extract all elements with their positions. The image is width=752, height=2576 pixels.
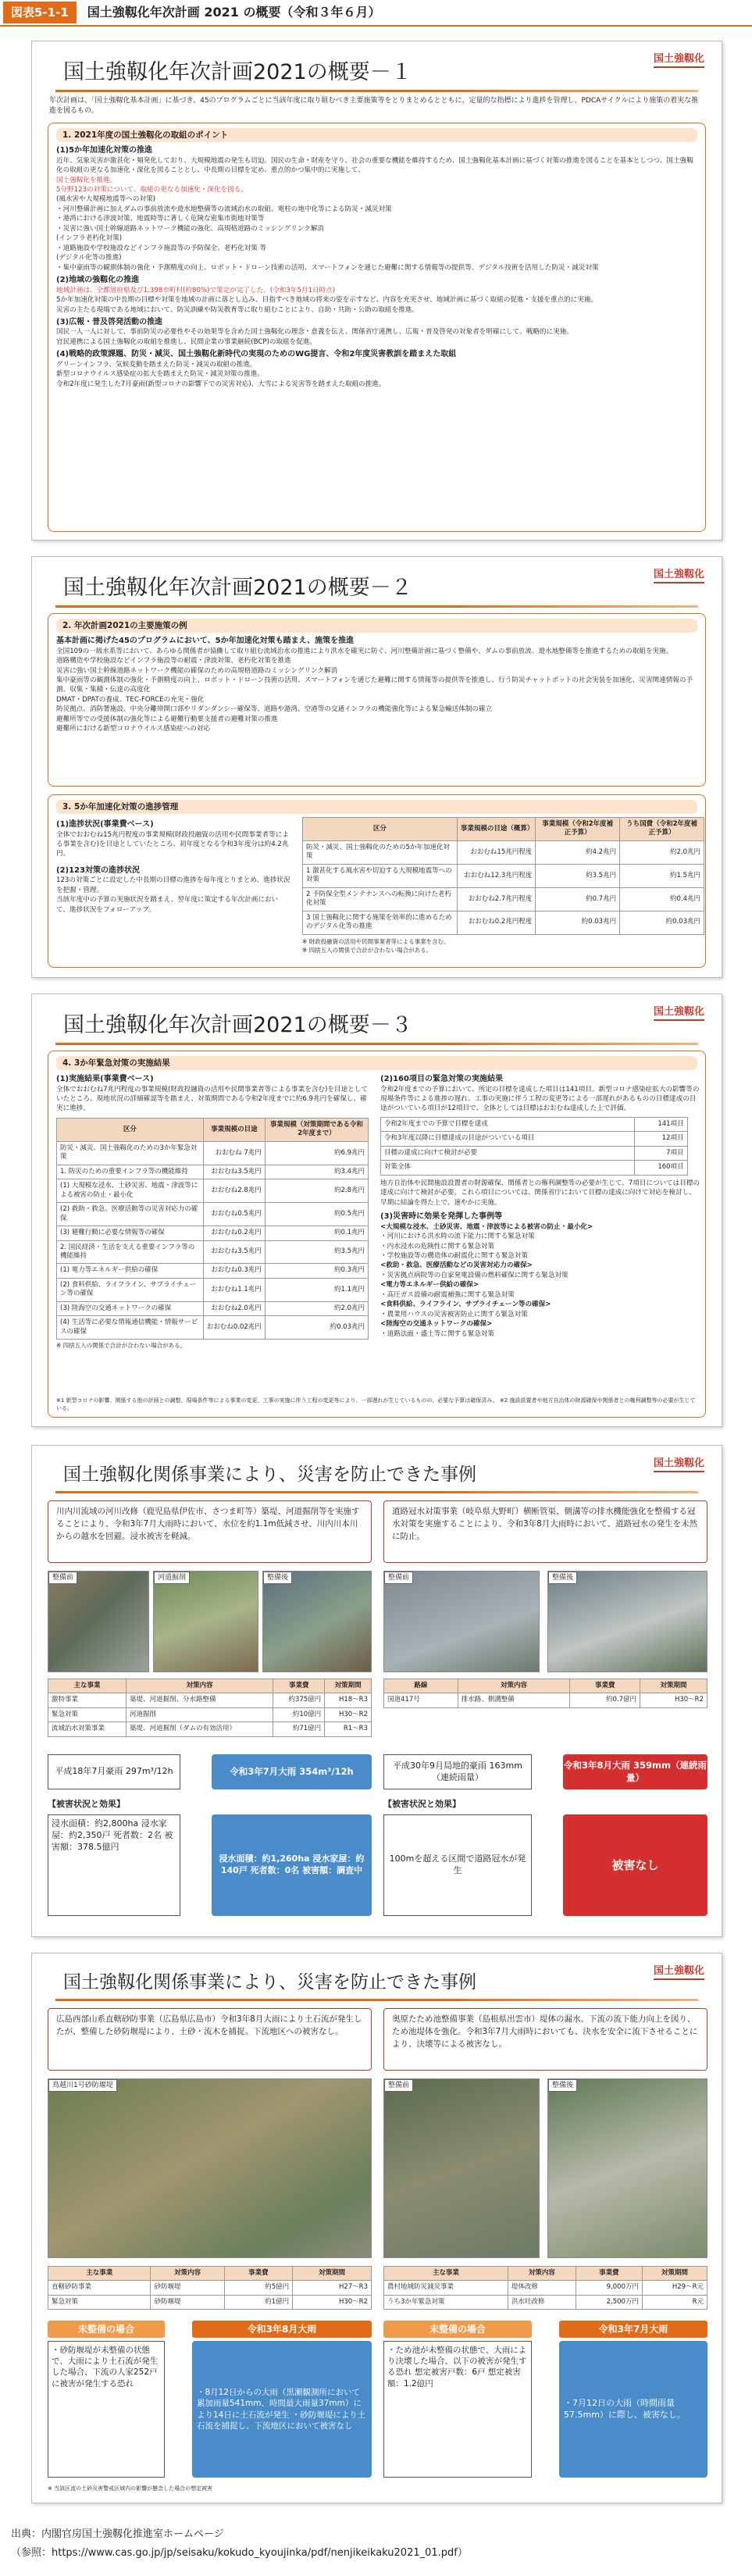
hiroshima-built-text: ・8月12日からの大雨（黒瀬観測所において累加雨量541mm、時間最大雨量37mm）により14日に土石流が発生 ・砂防堰堤により土石流を捕捉し、下流地区において被害なし: [192, 2341, 372, 2478]
hiroshima-note: ※ 当該区流の土砂災害警戒区域内の影響が懸念した場合の想定被害: [48, 2485, 213, 2492]
case-hiroshima-banner: 広島西部山系直轄砂防事業（広島県広島市）令和3年8月大雨により土石流が発生したが、整備した砂防堰堤により、土砂・流木を捕捉。下流地区への被害なし。: [48, 2008, 372, 2071]
case-ono-banner: 道路冠水対策事業（岐阜県大野町）横断管渠、側溝等の排水機能強化を整備する冠水対策を実施することにより、令和3年8月大雨時において、道路冠水の発生を未然に防止。: [383, 1500, 707, 1563]
accel-line: (風水害や大規模地震等への対策): [56, 195, 156, 204]
table-cell: H30～R2: [293, 2295, 372, 2309]
table-cell: R1～R3: [325, 1722, 372, 1736]
measure-line: 全国109の一級水系等において、あらゆる関係者が協働して取り組む流域治水の推進により洪水を確実に防ぐ、河川整備計画に基づく整備や、ダムの事前放流、遊水地整備等を推進するための取組を実施。: [56, 647, 673, 655]
table-cell: (3) 避難行動に必要な情報等の確保: [57, 1226, 204, 1240]
table-cell: 1 激甚化する風水害や切迫する大規模地震等への対策: [303, 864, 458, 887]
table-header: 主な事業: [48, 1679, 127, 1693]
measure-line: DMAT・DPATの養成、TEC-FORCEの充実・強化: [56, 695, 205, 704]
accel-line: ・河川整備計画に加えダムの事前放流や遊水地整備等の流域治水の取組、電柱の地中化等による防災・減災対策: [56, 205, 392, 213]
table-cell: 約1.5兆円: [620, 864, 704, 887]
bottom-note: ※1 新型コロナの影響、関係する他の計画との調整、現場条件等による事業の変更、工事の実施に伴う工程の変更等により、一部遅れが生じているものの、必要な予算は確保済み。 ※2 施設設置者や地方自治体の財源確保や関係者との権利調整等の必要が生じている。: [56, 1397, 696, 1411]
table-cell: 約3.5兆円: [536, 864, 620, 887]
table-cell: おおむね0.3兆円: [203, 1264, 265, 1278]
accel-line: ・道路施設や学校施設などインフラ施設等の予防保全、老朽化対策 等: [56, 244, 267, 252]
measures-box-head: 2. 年次計画2021の主要施策の例: [56, 619, 697, 633]
table-header: 事業費: [273, 1679, 325, 1693]
table-cell: 9,000万円: [576, 2281, 642, 2295]
effect-line: ・農業用ハウスの災害被害防止に関する緊急対策: [380, 1310, 528, 1318]
table-row: [57, 1165, 369, 1179]
kokudo-badge: 国土強靱化: [654, 1457, 704, 1472]
hiroshima-unbuilt-head: 未整備の場合: [48, 2321, 165, 2338]
sendai-rain-before: 平成18年7月豪雨 297m³/12h: [48, 1754, 180, 1789]
table-cell: 緊急対策: [48, 1707, 127, 1721]
table-cell: 160項目: [634, 1161, 687, 1175]
source-url[interactable]: （参照：https://www.cas.go.jp/jp/seisaku/kokudo_kyoujinka/pdf/nenjikeikaku2021_01.pdf）: [11, 2547, 468, 2559]
emergency-table-header: 事業規模の目途: [203, 1118, 265, 1141]
table-note: ※ 四捨五入の関係で合計が合わない場合がある。: [56, 1342, 187, 1350]
items-mini-table: [380, 1117, 688, 1176]
effect-line: ・災害拠点病院等の自家発電設備の燃料確保に関する緊急対策: [380, 1271, 568, 1279]
figure-header: [0, 0, 752, 27]
effect-line: ・高圧ガス設備の耐震補強に関する緊急対策: [380, 1290, 515, 1299]
accel-line: ・災害に強い国土幹線道路ネットワーク機能の強化、高規格道路のミッシングリンク解消: [56, 224, 325, 233]
table-cell: H30～R2: [640, 1693, 707, 1707]
table-cell: 約0.1兆円: [265, 1226, 368, 1240]
table-cell: 約4.2兆円: [536, 840, 620, 864]
ono-effect-before: 100mを超える区間で道路冠水が発生: [383, 1814, 532, 1916]
table-row: [57, 1278, 369, 1301]
photo-after: 整備後: [262, 1571, 372, 1672]
table-cell: 築堤、河道掘削、分水路整備: [127, 1693, 273, 1707]
table-cell: おおむね12.3兆円程度: [457, 864, 535, 887]
table-row: [303, 887, 704, 911]
okuhara-built-text: ・7月12日の大雨（時間雨量57.5mm）に際し、被害なし。: [559, 2341, 707, 2478]
table-cell: 7項目: [634, 1146, 687, 1160]
okuhara-unbuilt-text: ・ため池が未整備の状態で、大雨により決壊した場合、以下の被害が発生する恐れ 想定被害戸数：6戸 想定被害額：1.2億円: [383, 2341, 532, 2478]
table-cell: おおむね0.02兆円: [203, 1316, 265, 1340]
table-cell: 約2.8兆円: [265, 1179, 368, 1203]
slide-title: 国土強靱化年次計画2021の概要－１: [63, 60, 412, 84]
table-row: [48, 2281, 372, 2295]
measures-lead: 基本計画に掲げた45のプログラムにおいて、5か年加速化対策も踏まえ、施策を推進: [56, 637, 355, 646]
measure-line: 避難所等での受援体制の強化等による避難行動要支援者の避難対策の推進: [56, 715, 278, 723]
items-result-head: (2)160項目の緊急対策の実施結果: [380, 1075, 503, 1083]
table-cell: (2) 食料供給、ライフライン、サプライチェーン等の確保: [57, 1278, 204, 1301]
sec-strategic: (4)戦略的政策課題、防災・減災、国土強靱化新時代の実現のためのWG提言、令和2年度災害教訓を踏まえた取組: [56, 350, 457, 359]
regional-line: 5か年加速化対策の中長期の目標や対策を地域の計画に落とし込み、目指すべき地域の将来の姿を示すなど、内容を充実させ、地域計画に基づく取組の促進・支援を重点的に実施。: [56, 296, 598, 305]
table-note: ※ 財政投融資の活用や民間事業者等による事業を含む。: [302, 937, 450, 945]
table-cell: おおむね2.7兆円程度: [457, 887, 535, 911]
table-header: 事業費: [224, 2267, 292, 2281]
table-cell: 約10億円: [273, 1707, 325, 1721]
hiroshima-unbuilt-text: ・砂防堰堤が未整備の状態で、大雨により土石流が発生した場合、下流の人家252戸に被害が発生する恐れ: [48, 2341, 165, 2478]
table-cell: おおむね1.1兆円: [203, 1278, 265, 1301]
table-cell: 流域治水対策事業: [48, 1722, 127, 1736]
measure-line: 災害に強い国土幹線道路ネットワーク機能の確保のための高規格道路のミッシングリンク解消: [56, 666, 338, 675]
table-cell: 約2.0兆円: [620, 840, 704, 864]
accel-line: (デジタル化等の推進): [56, 254, 122, 262]
table-cell: 対策全体: [381, 1161, 635, 1175]
items-result-line: 地方自治体や民間施設設置者の財源確保、関係者との権利調整等の必要が生じて、7項目については目標の達成に向けて検討が必要。これら項目については、関係省庁において目標の達成に向けて対応を検討し、早期に結論を得た上で、速やかに実施。: [380, 1179, 700, 1207]
table-cell: おおむね0.2兆円程度: [457, 911, 535, 934]
sendai-rain-after: 令和3年7月大雨 354m³/12h: [212, 1754, 372, 1789]
table-header: 対策期間: [642, 2267, 707, 2281]
effect-line: <食料供給、ライフライン、サプライチェーン等の確保>: [380, 1300, 551, 1309]
kokudo-badge: 国土強靱化: [654, 1964, 704, 1980]
table-cell: 1. 防災のための重要インフラ等の機能維持: [57, 1165, 204, 1179]
table-cell: H18～R3: [325, 1693, 372, 1707]
table-header: 事業費: [570, 1679, 640, 1693]
table-cell: H30～R2: [325, 1707, 372, 1721]
okuhara-built-head: 令和3年7月大雨: [559, 2321, 707, 2338]
okuhara-project-table: [383, 2266, 707, 2310]
photo-before: 整備前: [48, 1571, 149, 1672]
table-header: 対策内容: [458, 1679, 570, 1693]
strategic-line: グリーンインフラ、気候変動を踏まえた防災・減災の取組の推進。: [56, 360, 257, 369]
slide-title: 国土強靱化関係事業により、災害を防止できた事例: [63, 1972, 476, 1993]
table-cell: 砂防堰堤: [151, 2281, 224, 2295]
table-row: [57, 1301, 369, 1315]
table-cell: 洪水吐改修: [508, 2295, 576, 2309]
strategic-line: 新型コロナウイルス感染症の拡大を踏まえた防災・減災対策の推進。: [56, 370, 264, 379]
table-header: 対策内容: [127, 1679, 273, 1693]
table-row: [57, 1141, 369, 1165]
table-cell: おおむね2.0兆円: [203, 1301, 265, 1315]
table-header: 路線: [384, 1679, 458, 1693]
table-cell: 約0.3兆円: [265, 1264, 368, 1278]
table-cell: 約0.7兆円: [536, 887, 620, 911]
table-cell: 約3.5兆円: [265, 1240, 368, 1264]
effect-line: ・道路法面・盛土等に関する緊急対策: [380, 1329, 495, 1338]
hiroshima-built-head: 令和3年8月大雨: [192, 2321, 372, 2338]
measures-box: [48, 613, 706, 787]
table-header: 対策期間: [293, 2267, 372, 2281]
sendai-effect-after: 浸水面積：約1,260ha 浸水家屋：約140戸 死者数：0名 被害額：調査中: [212, 1814, 372, 1916]
table-cell: 2 予防保全型メンテナンスへの転換に向けた老朽化対策: [303, 887, 458, 911]
table-cell: 堤体改修: [508, 2281, 576, 2295]
table-cell: 2,500万円: [576, 2295, 642, 2309]
table-cell: 約0.4兆円: [620, 887, 704, 911]
slide-title: 国土強靱化関係事業により、災害を防止できた事例: [63, 1465, 476, 1485]
accel-line: ・集中豪雨等の観測体制の強化・予測精度の向上、ロボット・ドローン技術の活用、スマートフォンを通じた避難に関する情報等の提供等、デジタル技術を活用した防災・減災対策: [56, 263, 599, 272]
table-cell: 12項目: [634, 1132, 687, 1146]
budget-table: [302, 817, 704, 935]
ono-rain-before: 平成30年9月局地的豪雨 163mm（連続雨量）: [383, 1754, 532, 1789]
measure-line: 道路構造や学校施設などインフラ施設等の耐震・津波対策、老朽化対策を推進: [56, 657, 291, 665]
emergency-box: [48, 1051, 706, 1418]
table-cell: (3) 陸海空の交通ネットワークの確保: [57, 1301, 204, 1315]
budget-table-header: 区分: [303, 818, 458, 841]
table-header: 対策内容: [151, 2267, 224, 2281]
progress-budget-head: (1)進捗状況(事業費ベース): [56, 820, 154, 829]
table-header: 対策内容: [508, 2267, 576, 2281]
table-row: [48, 2295, 372, 2309]
table-cell: おおむね3.5兆円: [203, 1165, 265, 1179]
table-cell: 約0.03兆円: [620, 911, 704, 934]
measure-line: 防災拠点、消防署施設、中央分離帯開口部やリダンダンシー確保等、道路や港湾、空港等の交通インフラの機能強化等による緊急輸送体制の確立: [56, 705, 493, 714]
table-cell: H29～R元: [642, 2281, 707, 2295]
slide-overview-3: [31, 994, 722, 1427]
table-row: [48, 1693, 372, 1707]
table-cell: おおむね 7兆円: [203, 1141, 265, 1165]
table-cell: 約5億円: [224, 2281, 292, 2295]
table-cell: 約375億円: [273, 1693, 325, 1707]
regional-line: 地域計画は、全都道府県及び1,398市町村(約80%)で策定が完了した。(令和3年5月1日時点): [56, 286, 336, 294]
accel-line: 近年、気象災害が激甚化・頻発化しており、大規模地震の発生も切迫。国民の生命・財産を守り、社会の重要な機能を維持するため、国土強靱化基本計画に基づく対策の推進を図ることを基本としつつ、国土強靱化の取組の更なる加速化・深化を図ることとし、中長期の目標を定め、重点的かつ集中的に実施して、: [56, 156, 693, 175]
table-header: 主な事業: [384, 2267, 508, 2281]
pr-line: 官民連携による国土強靱化の取組を推進し、民間企業の事業継続(BCP)の取組を促進。: [56, 337, 317, 346]
pr-line: 国民一人一人に対して、事前防災の必要性やその効果等を含めた国土強靱化の理念・意義を伝え、関係省庁連携し、広報・普及啓発の対象者を明確にして、戦略的に実施。: [56, 328, 573, 337]
table-row: [381, 1132, 688, 1146]
kokudo-badge: 国土強靱化: [654, 1005, 704, 1021]
measure-line: 集中豪雨等の観測体制の強化・予測精度の向上、ロボット・ドローン技術の活用、スマートフォンを通じた避難に関する情報等の提供等を推進し、行う防災チャットボットの社会実装を加速化、災害関連情報の予測、収集・集積・伝達の高度化: [56, 676, 693, 694]
table-cell: (2) 救助・救急、医療活動等の災害対応力の確保: [57, 1203, 204, 1226]
table-cell: 防災・減災、国土強靱化のための5か年加速化対策: [303, 840, 458, 864]
table-row: [381, 1117, 688, 1131]
title-rule: [55, 1043, 698, 1045]
table-cell: おおむね0.2兆円: [203, 1226, 265, 1240]
progress-box-head: 3. 5か年加速化対策の進捗管理: [56, 800, 697, 814]
ono-project-table: [383, 1679, 707, 1708]
slide-intro: 年次計画は、「国土強靱化基本計画」に基づき、45のプログラムごとに当該年度に取り組むべき主要施策等をとりまとめるとともに、定量的な指標により進捗を管理し、PDCAサイクルにより施策の着実な推進を図るもの。: [49, 97, 699, 116]
sendai-effect-before: 浸水面積：約2,800ha 浸水家屋：約2,350戸 死者数：2名 被害額：378.5億円: [48, 1814, 180, 1916]
table-header: 主な事業: [48, 2267, 151, 2281]
table-row: [57, 1240, 369, 1264]
table-cell: 約1.1兆円: [265, 1278, 368, 1301]
accel-line: 国土強靱化を推進。: [56, 176, 117, 184]
table-cell: 約0.03兆円: [265, 1316, 368, 1340]
points-box: [48, 123, 706, 532]
strategic-line: 令和2年度に発生した7月豪雨(新型コロナの影響下での災害対応)、大雪による災害等を踏まえた取組の推進。: [56, 380, 386, 388]
progress-123-line: 当該年度中の予算の実施状況を踏まえ、翌年度に策定する年次計画において、進捗状況をフォローアップ。: [56, 896, 279, 914]
title-rule: [55, 605, 698, 608]
effect-line: <陸海空の交通ネットワークの確保>: [380, 1320, 493, 1329]
effect-cases-head: (3)災害時に効果を発揮した事例等: [380, 1212, 503, 1222]
slide-overview-2: [31, 556, 722, 978]
table-row: [48, 1707, 372, 1721]
table-cell: 目標の達成に向けて検討が必要: [381, 1146, 635, 1160]
table-cell: 令和2年度までの予算で目標を達成: [381, 1117, 635, 1131]
table-cell: おおむね2.8兆円: [203, 1179, 265, 1203]
emergency-result-head: (1)実施結果(事業費ベース): [56, 1075, 154, 1083]
accel-line: 5分野123の対策について、取組の更なる加速化・深化を図る。: [56, 186, 248, 194]
table-cell: 約6.9兆円: [265, 1141, 368, 1165]
progress-budget-line: 全体でおおむね15兆円程度の事業規模(財政投融資の活用や民間事業者等による事業を含む)を目途としていたところ、初年度となる令和3年度分は約4.2兆円。: [56, 830, 289, 858]
budget-table-header: うち国費（令和2年度補正予算）: [620, 818, 704, 841]
table-cell: 河道掘削: [127, 1707, 273, 1721]
ono-effect-after: 被害なし: [563, 1814, 707, 1916]
table-cell: (1) 電力等エネルギー供給の確保: [57, 1264, 204, 1278]
table-cell: 築堤、河道掘削（ダムの有効活用）: [127, 1722, 273, 1736]
effect-line: <電力等エネルギー供給の確保>: [380, 1281, 479, 1290]
table-cell: 砂防堰堤: [151, 2295, 224, 2309]
table-cell: 約0.03兆円: [536, 911, 620, 934]
table-cell: 農村地域防災減災事業: [384, 2281, 508, 2295]
table-cell: 約3.4兆円: [265, 1165, 368, 1179]
hiroshima-project-table: [48, 2266, 372, 2310]
table-row: [57, 1264, 369, 1278]
table-cell: 約0.5兆円: [265, 1203, 368, 1226]
emergency-table-header: 事業規模（対策期間である令和2年度まで）: [265, 1118, 368, 1141]
figure-title: 国土強靱化年次計画 2021 の概要（令和３年６月）: [87, 5, 381, 20]
photo-dredging: 河道掘削: [153, 1571, 258, 1672]
sec-pr: (3)広報・普及啓発活動の推進: [56, 317, 163, 326]
table-row: [57, 1179, 369, 1203]
items-result-line: 令和2年度までの予算において、所定の目標を達成した項目は141項目。新型コロナ感染症拡大の影響等の現場条件等による進捗の遅れ、工事の実施に伴う工程の変更等による一部遅れがあるものの目標達成の目途がついている項目が12項目で、全体としては目標はおおむね達成した上で評価。: [380, 1085, 700, 1113]
progress-123-head: (2)123対策の進捗状況: [56, 865, 140, 875]
emergency-table-header: 区分: [57, 1118, 204, 1141]
sec-regional: (2)地域の強靱化の推進: [56, 276, 140, 285]
photo-after: 整備後: [547, 2078, 707, 2258]
emergency-table: [56, 1118, 369, 1340]
table-cell: うち3か年緊急対策: [384, 2295, 508, 2309]
table-cell: 防災・減災、国土強靱化のための3か年緊急対策: [57, 1141, 204, 1165]
table-cell: 令和3年度以降に目標達成の目途がついている項目: [381, 1132, 635, 1146]
progress-box: [48, 794, 706, 968]
table-row: [303, 840, 704, 864]
table-header: 事業費: [576, 2267, 642, 2281]
table-row: [48, 1722, 372, 1736]
table-cell: 2. 国民経済・生活を支える重要インフラ等の機能維持: [57, 1240, 204, 1264]
figure-number: 図表5-1-1: [3, 2, 77, 23]
table-row: [384, 1693, 707, 1707]
table-cell: 国道417号: [384, 1693, 458, 1707]
sendai-project-table: [48, 1679, 372, 1737]
table-note: ※ 四捨五入の関係で合計が合わない場合がある。: [302, 946, 433, 954]
table-cell: 約71億円: [273, 1722, 325, 1736]
table-header: 対策期間: [640, 1679, 707, 1693]
table-cell: H27～R3: [293, 2281, 372, 2295]
case-okuhara-banner: 奥原たため池整備事業（島根県出雲市）堤体の漏水、下流の流下能力向上を図り、ため池堤体を強化。令和3年7月大雨時においても、決水を安全に流下させることにより、決壊等による被害なし。: [383, 2008, 707, 2071]
photo-before: 整備前: [383, 2078, 540, 2258]
table-cell: 激特事業: [48, 1693, 127, 1707]
table-row: [384, 2281, 707, 2295]
okuhara-unbuilt-head: 未整備の場合: [383, 2321, 532, 2338]
table-cell: 緊急対策: [48, 2295, 151, 2309]
budget-table-header: 事業規模の目途（概算）: [457, 818, 535, 841]
table-cell: (1) 大規模な浸水、土砂災害、地震・津波等による被害の防止・最小化: [57, 1179, 204, 1203]
table-row: [57, 1316, 369, 1340]
table-cell: おおむね0.5兆円: [203, 1203, 265, 1226]
case-sendai-banner: 川内川流域の河川改修（鹿児島県伊佐市、さつま町等）築堤、河道掘削等を実施することにより、令和3年7月大雨時において、水位を約1.1m低減させ、川内川本川からの越水を回避。浸水被害を軽減。: [48, 1500, 372, 1563]
kokudo-badge: 国土強靱化: [654, 568, 704, 583]
table-cell: おおむね15兆円程度: [457, 840, 535, 864]
table-cell: 3 国土強靱化に関する施策を効率的に進めるためのデジタル化等の推進: [303, 911, 458, 934]
table-cell: (4) 生活等に必要な情報通信機能・情報サービスの確保: [57, 1316, 204, 1340]
emergency-box-head: 4. 3か年緊急対策の実施結果: [56, 1056, 697, 1070]
title-rule: [55, 1491, 698, 1493]
sendai-effect-head: 【被害状況と効果】: [48, 1799, 125, 1809]
table-row: [381, 1146, 688, 1160]
measure-line: 避難所における新型コロナウイルス感染症への対応: [56, 725, 211, 733]
table-row: [381, 1161, 688, 1175]
effect-line: <救助・救急、医療活動などの災害対応力の確保>: [380, 1261, 533, 1270]
accel-line: (インフラ老朽化対策): [56, 234, 123, 243]
kokudo-badge: 国土強靱化: [654, 52, 704, 68]
photo-after: 整備後: [547, 1571, 707, 1672]
table-cell: 約1億円: [224, 2295, 292, 2309]
slide-overview-1: [31, 41, 722, 541]
source-text: 出典：内閣官房国土強靱化推進室ホームページ: [11, 2528, 224, 2540]
title-rule: [55, 1999, 698, 2001]
table-cell: 約2.0兆円: [265, 1301, 368, 1315]
effect-line: ・河川における洪水時の流下能力に関する緊急対策: [380, 1233, 535, 1241]
slide-case-1: [31, 1445, 722, 1937]
effect-line: ・学校施設等の構造体の耐震化に関する緊急対策: [380, 1251, 529, 1260]
slide-title: 国土強靱化年次計画2021の概要－２: [63, 576, 412, 600]
table-cell: 141項目: [634, 1117, 687, 1131]
effect-line: ・内水浸水の危険性に関する緊急対策: [380, 1242, 495, 1251]
title-rule: [55, 90, 698, 92]
photo-before: 整備前: [383, 1571, 540, 1672]
table-cell: おおむね3.5兆円: [203, 1240, 265, 1264]
table-cell: 直轄砂防事業: [48, 2281, 151, 2295]
progress-123-line: 123の対策ごとに設定した中長期の目標の進捗を毎年度とりまとめ、進捗状況を把握・管理。: [56, 876, 290, 894]
table-row: [384, 2295, 707, 2309]
photo-sabo-dam: 鳥越川1号砂防堰堤: [48, 2078, 372, 2258]
points-box-head: 1. 2021年度の国土強靱化の取組のポイント: [56, 128, 697, 142]
slide-title: 国土強靱化年次計画2021の概要－３: [63, 1013, 412, 1037]
regional-line: 災害の主たる現場である地域において、防災訓練や防災教育等に取り組むことにより、自助・共助・公助の取組を推進。: [56, 305, 419, 314]
table-row: [57, 1226, 369, 1240]
ono-effect-head: 【被害状況と効果】: [383, 1799, 461, 1809]
ono-rain-after: 令和3年8月大雨 359mm（連続雨量）: [563, 1754, 707, 1789]
table-cell: R元: [642, 2295, 707, 2309]
slide-case-2: [31, 1953, 722, 2503]
table-row: [303, 864, 704, 887]
emergency-result-line: 全体でおおむね7兆円程度の事業規模(財政投融資の活用や民間事業者等による事業を含む)を目途としていたところ、現地状況の詳細確認等を踏まえ、対策期間である令和2年度までに約6.9兆円を確保し、確実に進捗。: [56, 1085, 368, 1113]
accel-line: ・港湾における津波対策、地震時等に著しく危険な密集市街地対策等: [56, 215, 265, 223]
effect-line: <大規模な浸水、土砂災害、地震・津波等による被害の防止・最小化>: [380, 1222, 593, 1231]
table-row: [303, 911, 704, 934]
table-row: [57, 1203, 369, 1226]
sec-accel: (1)5か年加速化対策の推進: [56, 146, 153, 155]
table-cell: 約0.7億円: [570, 1693, 640, 1707]
table-cell: 排水路、側溝整備: [458, 1693, 570, 1707]
table-header: 対策期間: [325, 1679, 372, 1693]
budget-table-header: 事業規模（令和2年度補正予算）: [536, 818, 620, 841]
